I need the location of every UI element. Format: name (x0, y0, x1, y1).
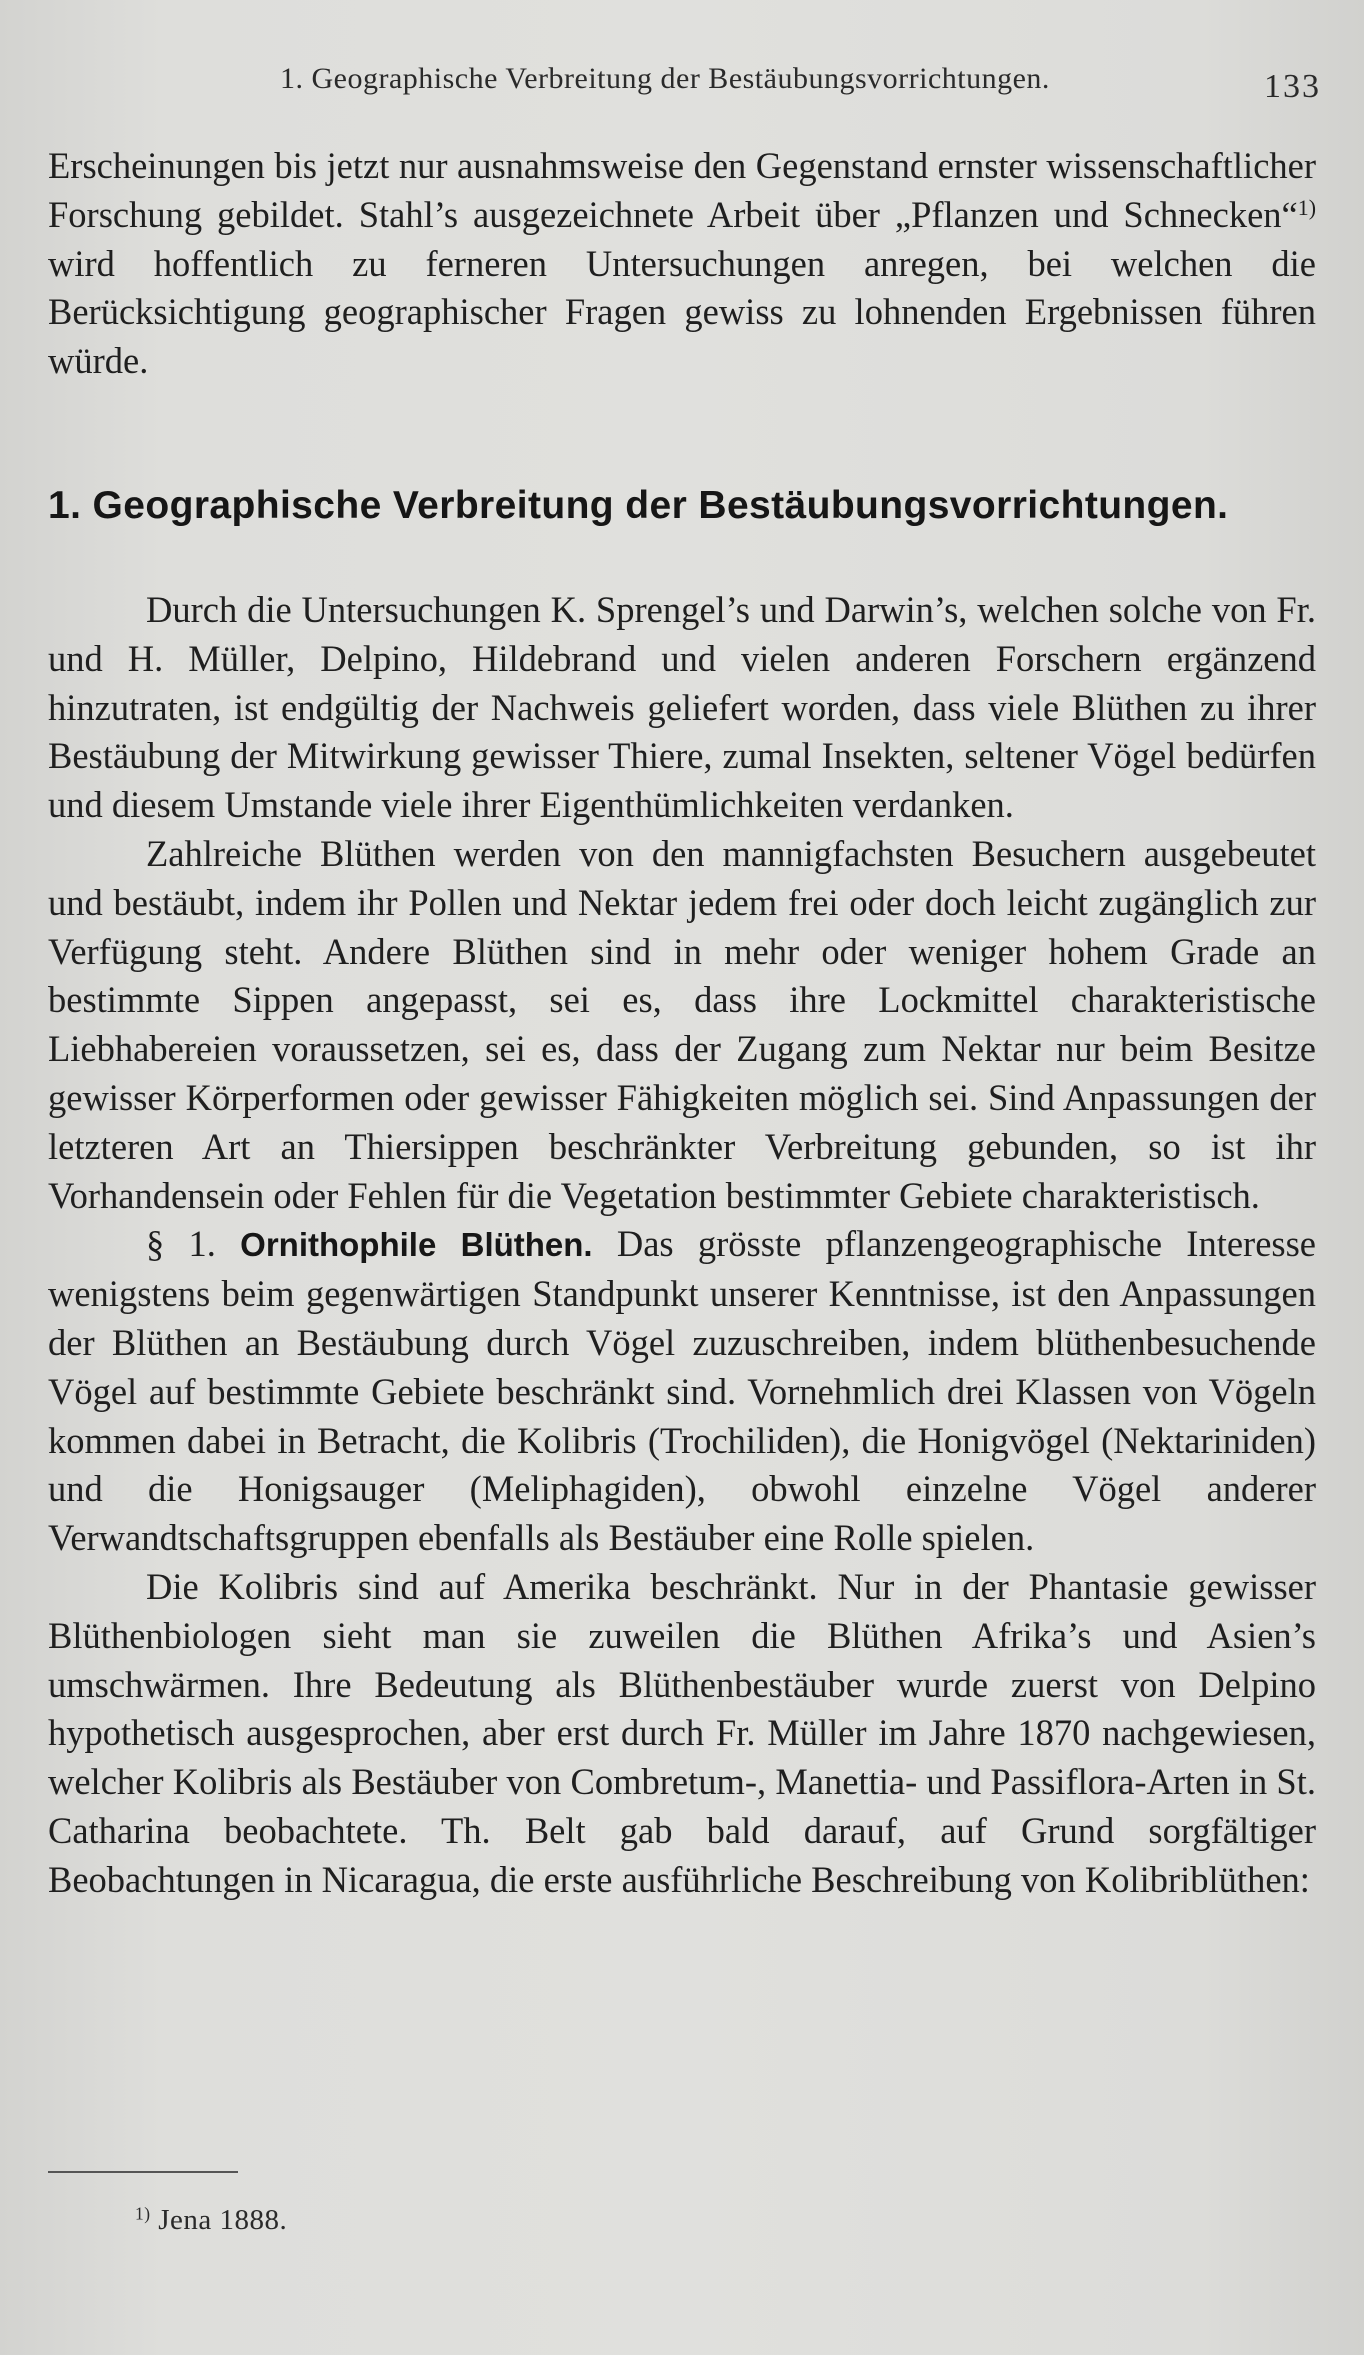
footnote (135, 2204, 287, 2237)
intro-paragraph (48, 142, 1316, 386)
paragraph-1: Durch die Untersuchungen K. Sprengel’s und Darwin’s, welchen solche von Fr. und H. Müller, Delpino, Hildebrand und vielen anderen Forschern ergänzend hinzutraten, ist endgültig der Nachweis geliefert worden, dass viele Blüthen zu ihrer Bestäubung der Mitwirkung gewisser Thiere, zumal Insekten, seltener Vögel bedürfen und diesem Umstande viele ihrer Eigenthümlichkeiten verdanken. (48, 589, 1316, 826)
footnote-divider (48, 2171, 238, 2173)
page-number: 133 (1264, 68, 1321, 105)
footnote-reference: 1) (1297, 194, 1316, 220)
intro-text-after: wird hoffentlich zu ferneren Untersuchungen anregen, bei welchen die Berücksichtigung geographischer Fragen gewiss zu lohnenden Ergebnissen führen würde. (48, 242, 1316, 382)
footnote-mark: 1) (135, 2203, 151, 2224)
intro-text-before: Erscheinungen bis jetzt nur ausnahmsweise den Gegenstand ernster wissenschaftlicher Forschung gebildet. Stahl’s ausgezeichnete Arbeit über „Pflanzen und Schnecken“ (48, 145, 1316, 235)
paragraph-3-text: Das grösste pflanzengeographische Interesse wenigstens beim gegenwärtigen Standpunkt unserer Kenntnisse, ist den Anpassungen der Blüthen an Bestäubung durch Vögel zuzuschreiben, indem blüthenbesuchende Vögel auf bestimmte Gebiete beschränkt sind. Vornehmlich drei Klassen von Vögeln kommen dabei in Betracht, die Kolibris (Trochiliden), die Honigvögel (Nektariniden) und die Honigsauger (Meliphagiden), obwohl einzelne Vögel anderer Verwandtschaftsgruppen ebenfalls als Bestäuber eine Rolle spielen. (48, 1223, 1316, 1559)
subsection-heading: Ornithophile Blüthen. (240, 1226, 593, 1264)
section-mark: § 1. (146, 1223, 216, 1265)
main-body (48, 586, 1316, 1905)
paragraph-2: Zahlreiche Blüthen werden von den mannigfachsten Besuchern ausgebeutet und bestäubt, indem ihr Pollen und Nektar jedem frei oder doch leicht zugänglich zur Verfügung steht. Andere Blüthen sind in mehr oder weniger hohem Grade an bestimmte Sippen angepasst, sei es, dass ihre Lockmittel charakteristische Liebhabereien voraussetzen, sei es, dass der Zugang zum Nektar nur beim Besitze gewisser Körperformen oder gewisser Fähigkeiten möglich sei. Sind Anpassungen der letzteren Art an Thiersippen beschränkter Verbreitung gebunden, so ist ihr Vorhandensein oder Fehlen für die Vegetation bestimmter Gebiete charakteristisch. (48, 832, 1316, 1216)
paragraph-4: Die Kolibris sind auf Amerika beschränkt. Nur in der Phantasie gewisser Blüthenbiologen sieht man sie zuweilen die Blüthen Afrika’s und Asien’s umschwärmen. Ihre Bedeutung als Blüthenbestäuber wurde zuerst von Delpino hypothetisch ausgesprochen, aber erst durch Fr. Müller im Jahre 1870 nachgewiesen, welcher Kolibris als Bestäuber von Combretum-, Manettia- und Passiflora-Arten in St. Catharina beobachtete. Th. Belt gab bald darauf, auf Grund sorgfältiger Beobachtungen in Nicaragua, die erste ausführliche Beschreibung von Kolibriblüthen: (48, 1565, 1316, 1900)
paragraph-3 (48, 1220, 1316, 1563)
running-head: 1. Geographische Verbreitung der Bestäubungsvorrichtungen. (280, 62, 1050, 95)
section-heading: 1. Geographische Verbreitung der Bestäubungsvorrichtungen. (48, 484, 1229, 527)
footnote-text: Jena 1888. (150, 2204, 288, 2236)
